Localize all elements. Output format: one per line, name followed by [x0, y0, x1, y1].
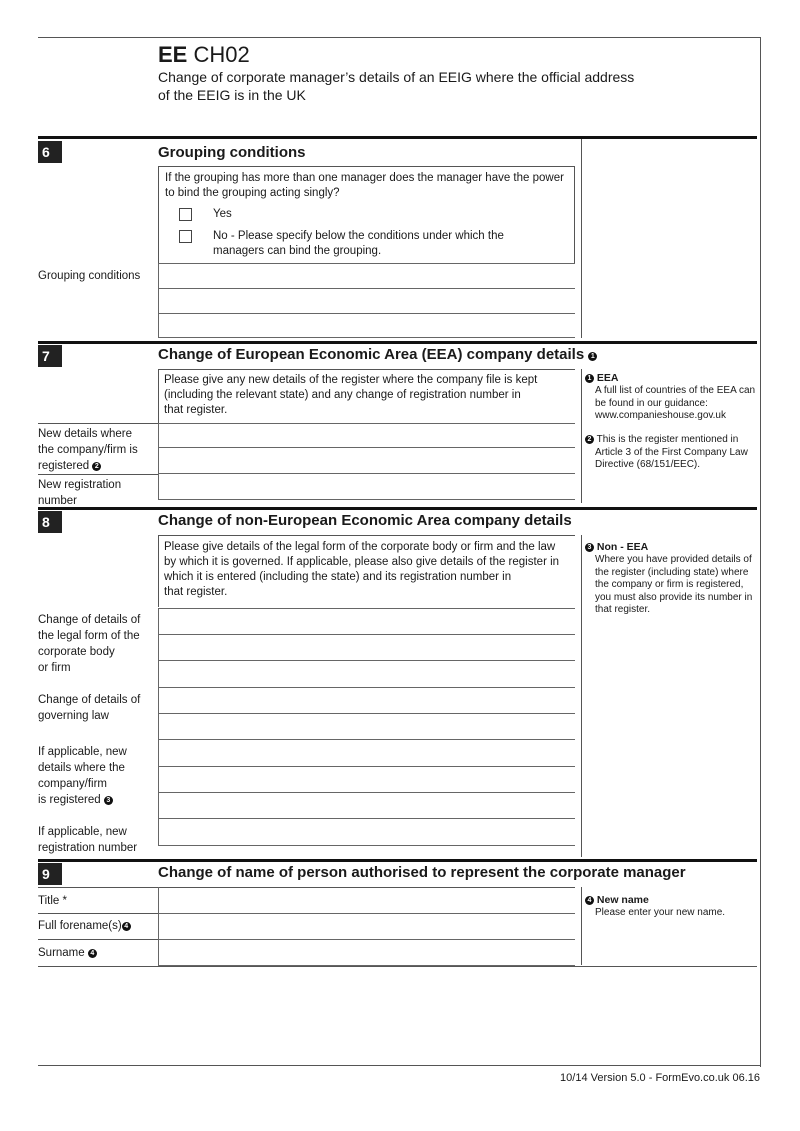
governing-law-field-1[interactable]: [158, 688, 575, 714]
title-field[interactable]: [158, 887, 575, 914]
section-7-guidance-divider: [581, 369, 582, 503]
section-6-number: 6: [38, 141, 62, 163]
non-eea-register-field-1[interactable]: [158, 740, 575, 767]
register-guidance-badge: 2: [585, 435, 594, 444]
non-eea-registration-number-label: If applicable, new registration number: [38, 826, 138, 854]
grouping-question: If the grouping has more than one manager does the manager have the power to bind the grouping acting singly?: [165, 172, 564, 199]
section-7-label-rule: [38, 423, 158, 424]
no-checkbox[interactable]: [179, 230, 192, 243]
title-label-rule: [38, 913, 158, 914]
legal-form-field-3[interactable]: [158, 661, 575, 688]
section-9-guidance-divider: [581, 887, 582, 965]
section-8-title: Change of non-European Economic Area company details: [158, 512, 572, 529]
forename-note-badge: 4: [122, 922, 131, 931]
section-6-question-right-border: [574, 166, 575, 263]
grouping-conditions-field-1[interactable]: [158, 263, 575, 289]
eea-new-registration-number-field[interactable]: [158, 474, 575, 500]
yes-label: Yes: [213, 208, 232, 220]
register-guidance-note: 2 This is the register mentioned in Article 3 of the First Company Law Directive (68/151/EEC).: [585, 434, 757, 472]
eea-guidance-badge: 1: [585, 374, 594, 383]
section-9-title: Change of name of person authorised to represent the corporate manager: [158, 864, 686, 881]
bottom-border: [38, 1065, 761, 1066]
section-8-rule: [38, 507, 757, 510]
top-border: [38, 37, 761, 38]
new-name-guidance-note: 4 New name Please enter your new name.: [585, 894, 757, 920]
eea-note-badge: 1: [588, 352, 597, 361]
section-9-bottom-rule: [38, 966, 757, 967]
form-subtitle: Change of corporate manager’s details of an EEIG where the official address of the EEIG is in the UK: [158, 69, 635, 103]
section-8-number: 8: [38, 511, 62, 533]
non-eea-guidance-badge: 3: [585, 543, 594, 552]
non-eea-registration-number-field[interactable]: [158, 819, 575, 846]
section-7-title-underline: [158, 369, 575, 370]
forename-label-rule: [38, 939, 158, 940]
legal-form-field-1[interactable]: [158, 608, 575, 635]
section-6-title: Grouping conditions: [158, 144, 306, 161]
section-8-intro: Please give details of the legal form of the corporate body or firm and the law by which it is governed. If applicable, please also give details of the register in which it is entered (including the state) and its registration number in that register.: [164, 541, 560, 598]
register-note-badge: 2: [92, 462, 101, 471]
section-9-rule: [38, 859, 757, 862]
grouping-conditions-field-2[interactable]: [158, 289, 575, 314]
forename-field[interactable]: [158, 914, 575, 940]
version-footer: 10/14 Version 5.0 - FormEvo.co.uk 06.16: [560, 1072, 760, 1084]
eea-new-details-field-1[interactable]: [158, 423, 575, 448]
section-6-guidance-divider: [581, 139, 582, 338]
no-label: No - Please specify below the conditions under which the managers can bind the grouping.: [213, 230, 504, 257]
section-6-title-underline: [158, 166, 575, 167]
section-6-rule: [38, 136, 757, 139]
forename-label: Full forename(s) 4: [38, 918, 156, 934]
section-7-intro-border: [158, 369, 159, 423]
surname-label: Surname 4: [38, 945, 156, 961]
eea-new-details-label: New details where the company/firm is registered 2: [38, 428, 138, 472]
non-eea-register-field-3[interactable]: [158, 793, 575, 819]
eea-new-registration-number-label: New registration number: [38, 479, 122, 507]
governing-law-label: Change of details of governing law: [38, 694, 141, 722]
new-name-guidance-badge: 4: [585, 896, 594, 905]
section-9-number: 9: [38, 863, 62, 885]
legal-form-field-2[interactable]: [158, 635, 575, 661]
governing-law-field-2[interactable]: [158, 714, 575, 740]
form-code: EE CH02: [158, 42, 250, 67]
grouping-conditions-field-3[interactable]: [158, 314, 575, 338]
yes-checkbox[interactable]: [179, 208, 192, 221]
section-7-title: Change of European Economic Area (EEA) company details 1: [158, 345, 597, 365]
section-7-reg-label-rule: [38, 474, 158, 475]
non-eea-guidance-note: 3 Non - EEA Where you have provided details of the register (including state) where the company or firm is registered, you must also provide its number in that register.: [585, 541, 757, 617]
section-6-question-border: [158, 166, 159, 263]
non-eea-register-field-2[interactable]: [158, 767, 575, 793]
legal-form-label: Change of details of the legal form of the corporate body or firm: [38, 614, 141, 674]
title-label: Title *: [38, 895, 67, 907]
right-border: [760, 37, 761, 1067]
non-eea-note-badge: 3: [104, 796, 113, 805]
section-8-intro-border: [158, 535, 159, 607]
section-7-number: 7: [38, 345, 62, 367]
non-eea-register-label: If applicable, new details where the company/firm is registered 3: [38, 746, 127, 806]
eea-guidance-note: 1 EEA A full list of countries of the EEA can be found in our guidance: www.companieshouse.gov.uk: [585, 372, 757, 423]
section-8-guidance-divider: [581, 535, 582, 857]
surname-note-badge: 4: [88, 949, 97, 958]
grouping-conditions-label: Grouping conditions: [38, 270, 141, 282]
surname-field[interactable]: [158, 940, 575, 966]
section-7-intro: Please give any new details of the register where the company file is kept (including the relevant state) and any change of registration number in that register.: [164, 374, 538, 416]
section-8-title-underline: [158, 535, 575, 536]
eea-new-details-field-2[interactable]: [158, 448, 575, 474]
section-7-rule: [38, 341, 757, 344]
